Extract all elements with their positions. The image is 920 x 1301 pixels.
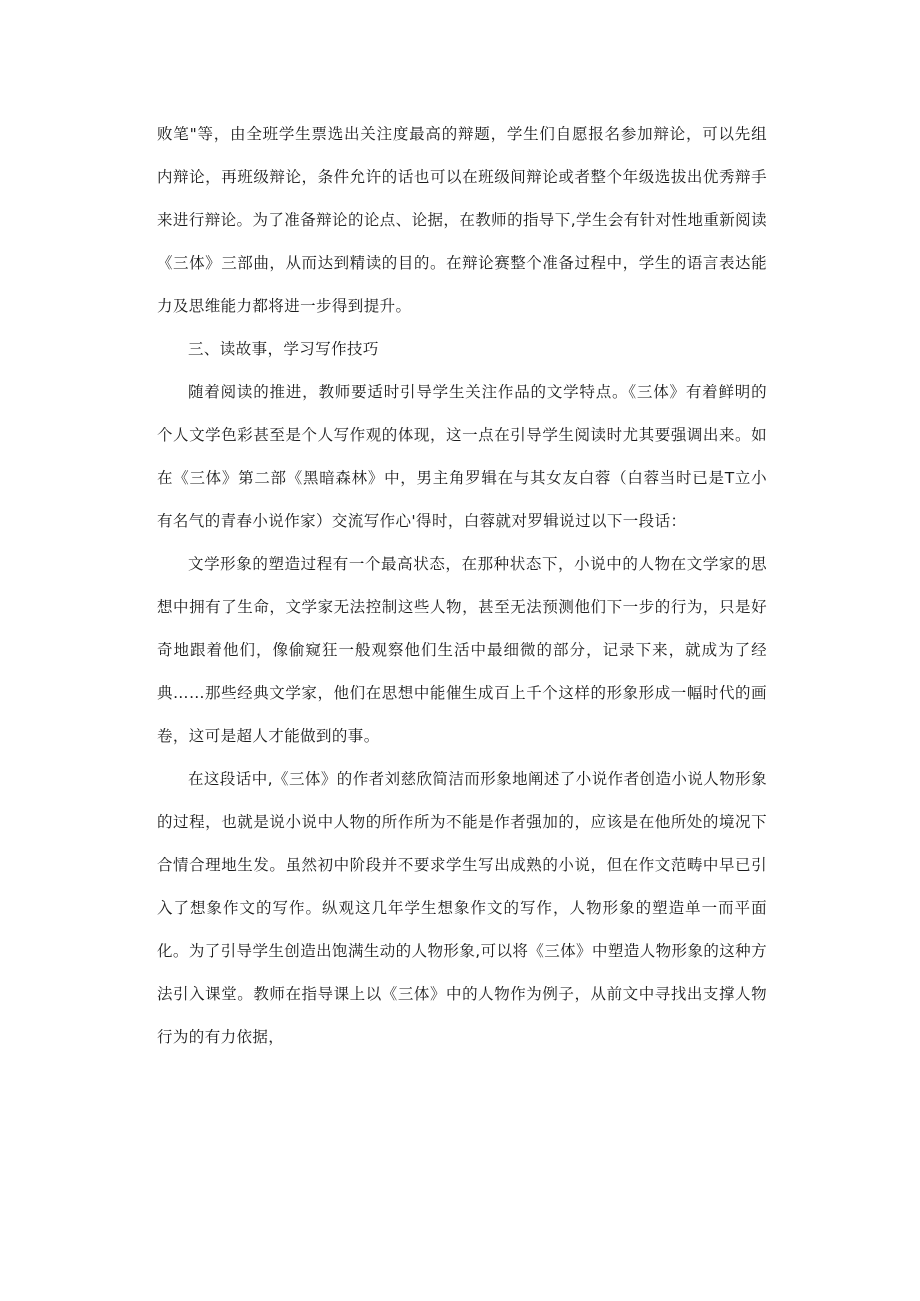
body-text [157,113,767,1059]
paragraph-debate-continuation: 败笔"等，由全班学生票选出关注度最高的辩题，学生们自愿报名参加辩论，可以先组内辩论，再班级辩论，条件允许的话也可以在班级间辩论或者整个年级选拔出优秀辩手来进行辩论。为了准备辩论的论点、论据，在教师的指导下,学生会有针对性地重新阅读《三体》三部曲，从而达到精读的目的。在辩论赛整个准备过程中，学生的语言表达能力及思维能力都将进一步得到提升。 [157,125,767,315]
paragraph-analysis: 在这段话中,《三体》的作者刘慈欣简洁而形象地阐述了小说作者创造小说人物形象的过程，也就是说小说中人物的所作所为不能是作者强加的，应该是在他所处的境况下合情合理地生发。虽然初中阶段并不要求学生写出成熟的小说，但在作文范畴中早已引入了想象作文的写作。纵观这几年学生想象作文的写作，人物形象的塑造单一而平面化。为了引导学生创造出饱满生动的人物形象,可以将《三体》中塑造人物形象的这种方法引入课堂。教师在指导课上以《三体》中的人物作为例子，从前文中寻找出支撑人物行为的有力依据， [157,770,767,1046]
paragraph-literary-features: 随着阅读的推进，教师要适时引导学生关注作品的文学特点。《三体》有着鲜明的个人文学色彩甚至是个人写作观的体现，这一点在引导学生阅读时尤其要强调出来。如在《三体》第二部《黑暗森林》中，男主角罗辑在与其女友白蓉（白蓉当时已是T立小有名气的青春小说作家）交流写作心'得时，白蓉就对罗辑说过以下一段话： [157,383,767,530]
section-heading: 三、读故事，学习写作技巧 [188,340,379,358]
paragraph-quotation: 文学形象的塑造过程有一个最高状态，在那种状态下，小说中的人物在文学家的思想中拥有了生命，文学家无法控制这些人物，甚至无法预测他们下一步的行为，只是好奇地跟着他们，像偷窥狂一般观察他们生活中最细微的部分，记录下来，就成为了经典……那些经典文学家，他们在思想中能催生成百上千个这样的形象形成一幅时代的画卷，这可是超人才能做到的事。 [157,555,767,745]
